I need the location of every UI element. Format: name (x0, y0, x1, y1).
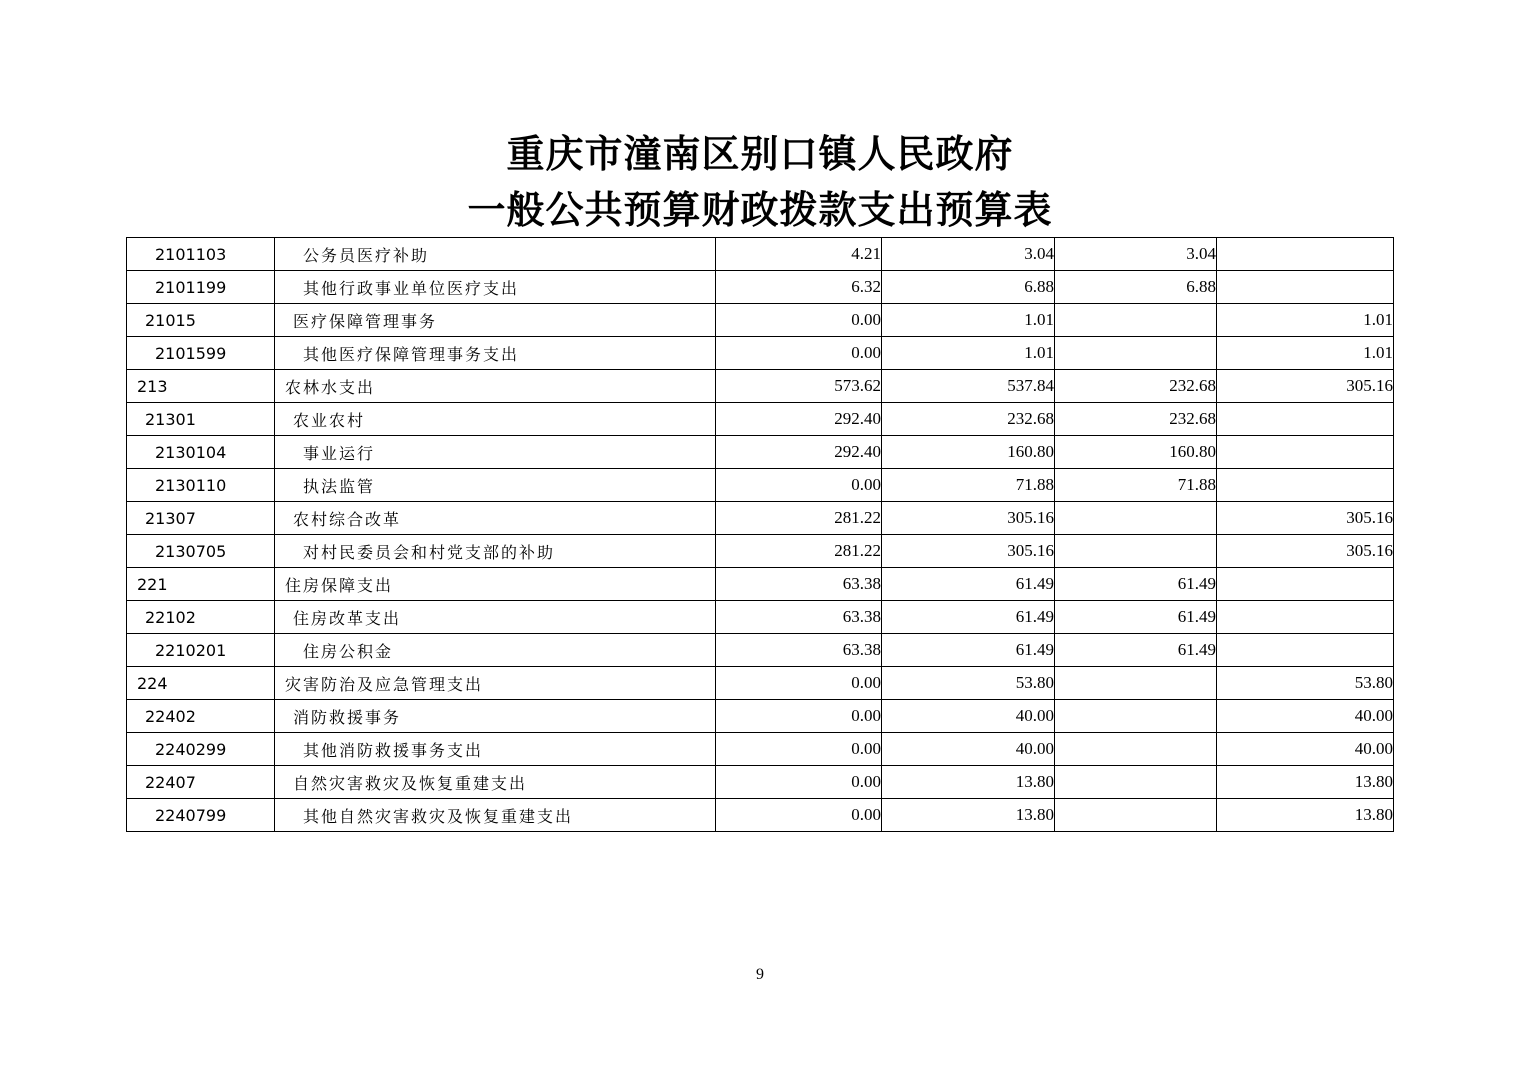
amount-cell-2: 13.80 (882, 766, 1055, 799)
amount-cell-3 (1055, 799, 1217, 832)
amount-cell-1: 281.22 (716, 502, 882, 535)
amount-cell-3 (1055, 766, 1217, 799)
subject-name-cell: 农村综合改革 (275, 502, 716, 535)
subject-name-cell: 农林水支出 (275, 370, 716, 403)
table-row (127, 799, 1394, 832)
subject-code-cell: 2240299 (127, 733, 275, 766)
amount-cell-4: 40.00 (1217, 733, 1394, 766)
amount-cell-4: 40.00 (1217, 700, 1394, 733)
amount-cell-1: 281.22 (716, 535, 882, 568)
amount-cell-1: 4.21 (716, 238, 882, 271)
amount-cell-3: 160.80 (1055, 436, 1217, 469)
amount-cell-3: 61.49 (1055, 568, 1217, 601)
budget-table (126, 237, 1394, 832)
subject-name-cell: 住房保障支出 (275, 568, 716, 601)
amount-cell-1: 6.32 (716, 271, 882, 304)
amount-cell-2: 537.84 (882, 370, 1055, 403)
amount-cell-4 (1217, 403, 1394, 436)
amount-cell-3 (1055, 337, 1217, 370)
subject-name-cell: 对村民委员会和村党支部的补助 (275, 535, 716, 568)
subject-code-cell: 22102 (127, 601, 275, 634)
subject-code-cell: 213 (127, 370, 275, 403)
amount-cell-2: 305.16 (882, 502, 1055, 535)
amount-cell-4: 1.01 (1217, 337, 1394, 370)
table-row (127, 634, 1394, 667)
amount-cell-1: 63.38 (716, 568, 882, 601)
amount-cell-4 (1217, 238, 1394, 271)
amount-cell-1: 0.00 (716, 469, 882, 502)
amount-cell-3: 232.68 (1055, 370, 1217, 403)
amount-cell-4 (1217, 601, 1394, 634)
subject-code-cell: 22407 (127, 766, 275, 799)
amount-cell-1: 573.62 (716, 370, 882, 403)
table-row (127, 370, 1394, 403)
amount-cell-3: 3.04 (1055, 238, 1217, 271)
amount-cell-2: 61.49 (882, 634, 1055, 667)
amount-cell-3 (1055, 535, 1217, 568)
subject-name-cell: 其他医疗保障管理事务支出 (275, 337, 716, 370)
table-row (127, 535, 1394, 568)
amount-cell-3 (1055, 667, 1217, 700)
subject-name-cell: 医疗保障管理事务 (275, 304, 716, 337)
amount-cell-2: 61.49 (882, 601, 1055, 634)
subject-code-cell: 2130110 (127, 469, 275, 502)
table-row (127, 304, 1394, 337)
table-row (127, 502, 1394, 535)
subject-code-cell: 224 (127, 667, 275, 700)
amount-cell-4: 305.16 (1217, 535, 1394, 568)
subject-name-cell: 消防救援事务 (275, 700, 716, 733)
amount-cell-1: 0.00 (716, 766, 882, 799)
amount-cell-4 (1217, 568, 1394, 601)
subject-code-cell: 2240799 (127, 799, 275, 832)
amount-cell-3 (1055, 502, 1217, 535)
amount-cell-3 (1055, 733, 1217, 766)
amount-cell-1: 292.40 (716, 436, 882, 469)
amount-cell-1: 0.00 (716, 799, 882, 832)
table-row (127, 733, 1394, 766)
subject-code-cell: 2130705 (127, 535, 275, 568)
subject-code-cell: 2130104 (127, 436, 275, 469)
table-row (127, 766, 1394, 799)
subject-name-cell: 住房改革支出 (275, 601, 716, 634)
amount-cell-2: 13.80 (882, 799, 1055, 832)
subject-name-cell: 执法监管 (275, 469, 716, 502)
amount-cell-4 (1217, 469, 1394, 502)
subject-code-cell: 2210201 (127, 634, 275, 667)
amount-cell-3 (1055, 304, 1217, 337)
subject-code-cell: 221 (127, 568, 275, 601)
page-title: 重庆市潼南区别口镇人民政府 (506, 131, 1014, 176)
amount-cell-3 (1055, 700, 1217, 733)
subject-code-cell: 21301 (127, 403, 275, 436)
amount-cell-2: 305.16 (882, 535, 1055, 568)
amount-cell-2: 232.68 (882, 403, 1055, 436)
table-row (127, 469, 1394, 502)
table-row (127, 667, 1394, 700)
amount-cell-1: 0.00 (716, 337, 882, 370)
subject-code-cell: 2101103 (127, 238, 275, 271)
amount-cell-2: 40.00 (882, 700, 1055, 733)
amount-cell-4: 13.80 (1217, 766, 1394, 799)
subject-name-cell: 其他行政事业单位医疗支出 (275, 271, 716, 304)
subject-name-cell: 事业运行 (275, 436, 716, 469)
amount-cell-2: 40.00 (882, 733, 1055, 766)
subject-name-cell: 其他自然灾害救灾及恢复重建支出 (275, 799, 716, 832)
table-row (127, 238, 1394, 271)
subject-name-cell: 农业农村 (275, 403, 716, 436)
subject-name-cell: 自然灾害救灾及恢复重建支出 (275, 766, 716, 799)
amount-cell-2: 71.88 (882, 469, 1055, 502)
amount-cell-4 (1217, 436, 1394, 469)
subject-name-cell: 灾害防治及应急管理支出 (275, 667, 716, 700)
amount-cell-2: 1.01 (882, 304, 1055, 337)
amount-cell-3: 61.49 (1055, 601, 1217, 634)
amount-cell-2: 3.04 (882, 238, 1055, 271)
subject-code-cell: 21015 (127, 304, 275, 337)
amount-cell-1: 0.00 (716, 733, 882, 766)
amount-cell-4 (1217, 634, 1394, 667)
table-row (127, 436, 1394, 469)
table-row (127, 403, 1394, 436)
subject-code-cell: 2101199 (127, 271, 275, 304)
amount-cell-2: 6.88 (882, 271, 1055, 304)
subject-name-cell: 住房公积金 (275, 634, 716, 667)
table-row (127, 601, 1394, 634)
amount-cell-3: 71.88 (1055, 469, 1217, 502)
subject-name-cell: 其他消防救援事务支出 (275, 733, 716, 766)
amount-cell-2: 1.01 (882, 337, 1055, 370)
table-row (127, 700, 1394, 733)
amount-cell-4 (1217, 271, 1394, 304)
amount-cell-2: 53.80 (882, 667, 1055, 700)
amount-cell-3: 6.88 (1055, 271, 1217, 304)
amount-cell-4: 53.80 (1217, 667, 1394, 700)
amount-cell-3: 232.68 (1055, 403, 1217, 436)
amount-cell-4: 305.16 (1217, 502, 1394, 535)
amount-cell-1: 63.38 (716, 634, 882, 667)
budget-table-body (127, 238, 1394, 832)
amount-cell-4: 305.16 (1217, 370, 1394, 403)
page-number: 9 (756, 966, 764, 983)
amount-cell-4: 1.01 (1217, 304, 1394, 337)
subject-code-cell: 2101599 (127, 337, 275, 370)
amount-cell-1: 0.00 (716, 304, 882, 337)
amount-cell-2: 160.80 (882, 436, 1055, 469)
amount-cell-4: 13.80 (1217, 799, 1394, 832)
amount-cell-1: 0.00 (716, 700, 882, 733)
amount-cell-3: 61.49 (1055, 634, 1217, 667)
table-row (127, 271, 1394, 304)
subject-code-cell: 21307 (127, 502, 275, 535)
page-subtitle: 一般公共预算财政拨款支出预算表 (467, 187, 1053, 232)
amount-cell-1: 63.38 (716, 601, 882, 634)
subject-name-cell: 公务员医疗补助 (275, 238, 716, 271)
table-row (127, 337, 1394, 370)
subject-code-cell: 22402 (127, 700, 275, 733)
amount-cell-1: 0.00 (716, 667, 882, 700)
amount-cell-1: 292.40 (716, 403, 882, 436)
amount-cell-2: 61.49 (882, 568, 1055, 601)
table-row (127, 568, 1394, 601)
